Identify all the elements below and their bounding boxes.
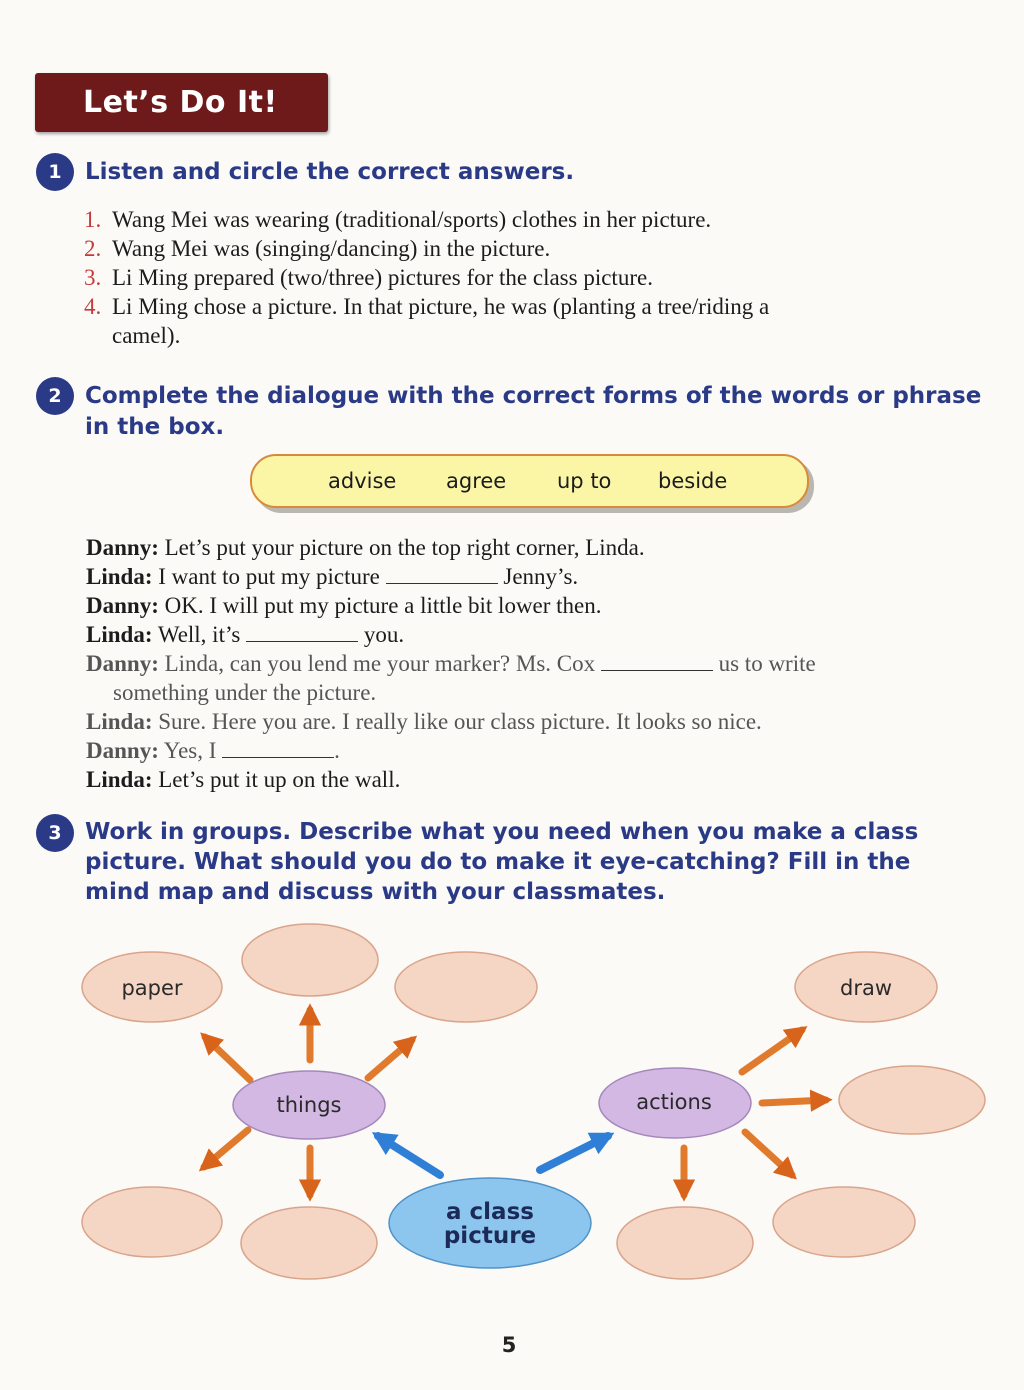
label-draw: draw bbox=[839, 976, 892, 1000]
arrow-icon bbox=[204, 1130, 248, 1167]
arrow-icon bbox=[540, 1136, 608, 1170]
section-3-title-line-2: picture. What should you do to make it eye-catching? Fill in the bbox=[85, 849, 911, 875]
label-things: things bbox=[276, 1093, 342, 1117]
line-text: you. bbox=[363, 622, 405, 647]
label-paper: paper bbox=[121, 976, 183, 1000]
word-advise: advise bbox=[328, 469, 397, 493]
answer-oval[interactable] bbox=[839, 1066, 985, 1134]
question-text: Li Ming prepared (two/three) pictures for the class picture. bbox=[112, 265, 653, 290]
speaker: Linda: bbox=[86, 564, 153, 589]
line-text: Sure. Here you are. I really like our class picture. It looks so nice. bbox=[158, 709, 762, 734]
line-text: . bbox=[334, 738, 340, 763]
center-line-1: a class bbox=[446, 1199, 534, 1225]
line-text: us to write bbox=[718, 651, 816, 676]
question-number: 3. bbox=[84, 265, 102, 290]
answer-oval[interactable] bbox=[395, 952, 537, 1022]
speaker: Linda: bbox=[86, 767, 153, 792]
arrow-icon bbox=[205, 1037, 250, 1080]
question-number: 2. bbox=[84, 236, 102, 261]
speaker: Danny: bbox=[86, 535, 159, 560]
line-text: I want to put my picture bbox=[158, 564, 380, 589]
banner-title: Let’s Do It! bbox=[83, 85, 278, 120]
speaker: Danny: bbox=[86, 593, 159, 618]
line-text: Let’s put your picture on the top right corner, Linda. bbox=[164, 535, 645, 560]
section-3-number: 3 bbox=[36, 814, 74, 852]
arrow-icon bbox=[378, 1136, 440, 1175]
answer-oval[interactable] bbox=[617, 1207, 753, 1279]
section-2-number: 2 bbox=[36, 377, 74, 415]
line-text: something under the picture. bbox=[113, 680, 377, 705]
arrow-icon bbox=[368, 1040, 412, 1078]
answer-oval[interactable] bbox=[241, 1207, 377, 1279]
word-agree: agree bbox=[446, 469, 507, 493]
line-text: Linda, can you lend me your marker? Ms. Cox bbox=[164, 651, 596, 676]
speaker: Linda: bbox=[86, 622, 153, 647]
section-1-title: Listen and circle the correct answers. bbox=[85, 159, 575, 185]
section-3-title-line-1: Work in groups. Describe what you need when you make a class bbox=[85, 819, 919, 845]
line-text: Well, it’s bbox=[157, 622, 241, 647]
section-3-title-line-3: mind map and discuss with your classmates. bbox=[85, 879, 666, 905]
section-2-title-line-1: Complete the dialogue with the correct forms of the words or phrase bbox=[85, 383, 982, 409]
word-up-to: up to bbox=[557, 469, 612, 493]
section-2-title-line-2: in the box. bbox=[85, 414, 225, 440]
question-text: Wang Mei was wearing (traditional/sports) clothes in her picture. bbox=[112, 207, 712, 232]
speaker: Linda: bbox=[86, 709, 153, 734]
answer-oval[interactable] bbox=[773, 1187, 915, 1257]
page-number: 5 bbox=[501, 1333, 517, 1357]
speaker: Danny: bbox=[86, 651, 159, 676]
answer-oval[interactable] bbox=[82, 1187, 222, 1257]
line-text: Yes, I bbox=[163, 738, 217, 763]
label-actions: actions bbox=[636, 1090, 712, 1114]
question-text: camel). bbox=[112, 323, 181, 348]
arrow-icon bbox=[742, 1030, 802, 1072]
center-line-2: picture bbox=[443, 1223, 537, 1249]
word-beside: beside bbox=[658, 469, 728, 493]
question-number: 1. bbox=[84, 207, 102, 232]
arrow-icon bbox=[762, 1100, 826, 1103]
line-text: OK. I will put my picture a little bit lower then. bbox=[164, 593, 602, 618]
question-text: Wang Mei was (singing/dancing) in the picture. bbox=[112, 236, 551, 261]
line-text: Let’s put it up on the wall. bbox=[158, 767, 401, 792]
section-1-number: 1 bbox=[36, 153, 74, 191]
question-text: Li Ming chose a picture. In that picture, he was (planting a tree/riding a bbox=[112, 294, 770, 319]
line-text: Jenny’s. bbox=[503, 564, 579, 589]
label-center bbox=[420, 1200, 560, 1248]
speaker: Danny: bbox=[86, 738, 159, 763]
answer-oval[interactable] bbox=[242, 924, 378, 996]
question-number: 4. bbox=[84, 294, 102, 319]
arrow-icon bbox=[745, 1132, 792, 1175]
